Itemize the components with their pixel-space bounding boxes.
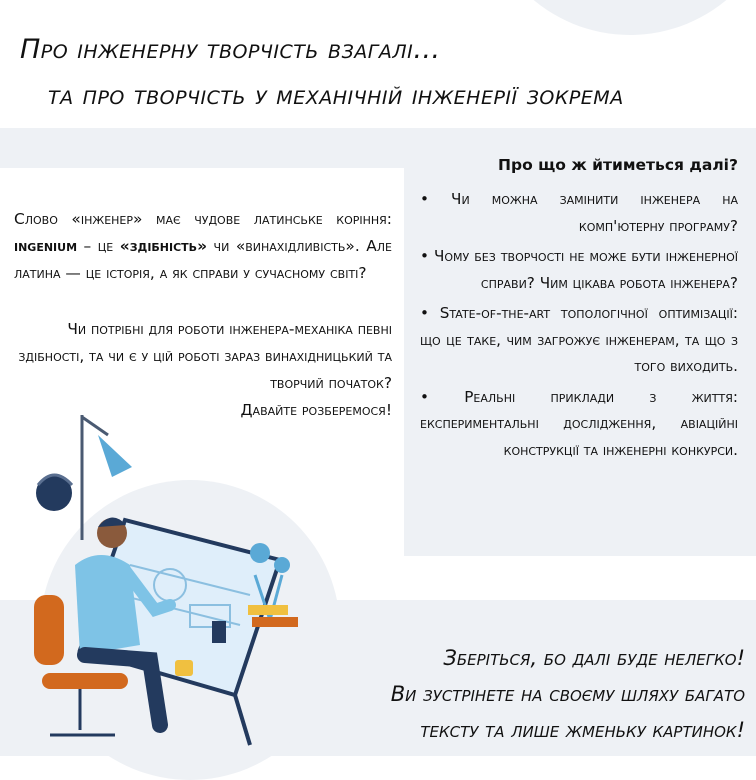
closing-text [300,640,745,748]
intro-text: чи «винахідливість». Але латина — це історія, а як справи у сучасному світі? [14,237,392,282]
closing-line: Ви зустрінете на своєму шляху багато [390,682,745,706]
intro-call: Давайте розберемося! [240,401,392,419]
decorative-circle-top [480,0,756,35]
page-title: Про інженерну творчість взагалі… [20,34,441,65]
intro-paragraph [14,206,392,287]
agenda-item: • State-of-the-art топологічної оптимізації: що це таке, чим загрожує інженерам, та що з того виходить. [420,304,738,375]
agenda-item: • Реальні приклади з життя: експериментальні дослідження, авіаційні конструкції та інженерні конкурси. [420,387,738,459]
intro-latin-word: ingenium [14,237,78,255]
agenda-item: • Чи можна замінити інженера на комп'ютерну програму? [420,190,738,235]
agenda-item: • Чому без творчості не може бути інженерної справи? Чим цікава робота інженера? [420,247,738,292]
intro-text: Слово «інженер» має чудове латинське коріння: [14,210,392,228]
closing-line: тексту та лише жменьку картинок! [420,718,745,742]
intro-ability-word: «здібність» [119,237,208,255]
agenda-list [420,186,738,463]
closing-line: Зберіться, бо далі буде нелегко! [443,646,745,670]
agenda-heading: Про що ж йтиметься далі? [498,156,738,174]
page-subtitle: та про творчість у механічній інженерії зокрема [48,80,624,111]
intro-text: – це [77,237,120,255]
engineer-illustration [20,405,330,755]
intro-question-text: Чи потрібні для роботи інженера-механіка певні здібності, та чи є у цій роботі зараз винахідницький та творчий початок? [18,320,392,392]
